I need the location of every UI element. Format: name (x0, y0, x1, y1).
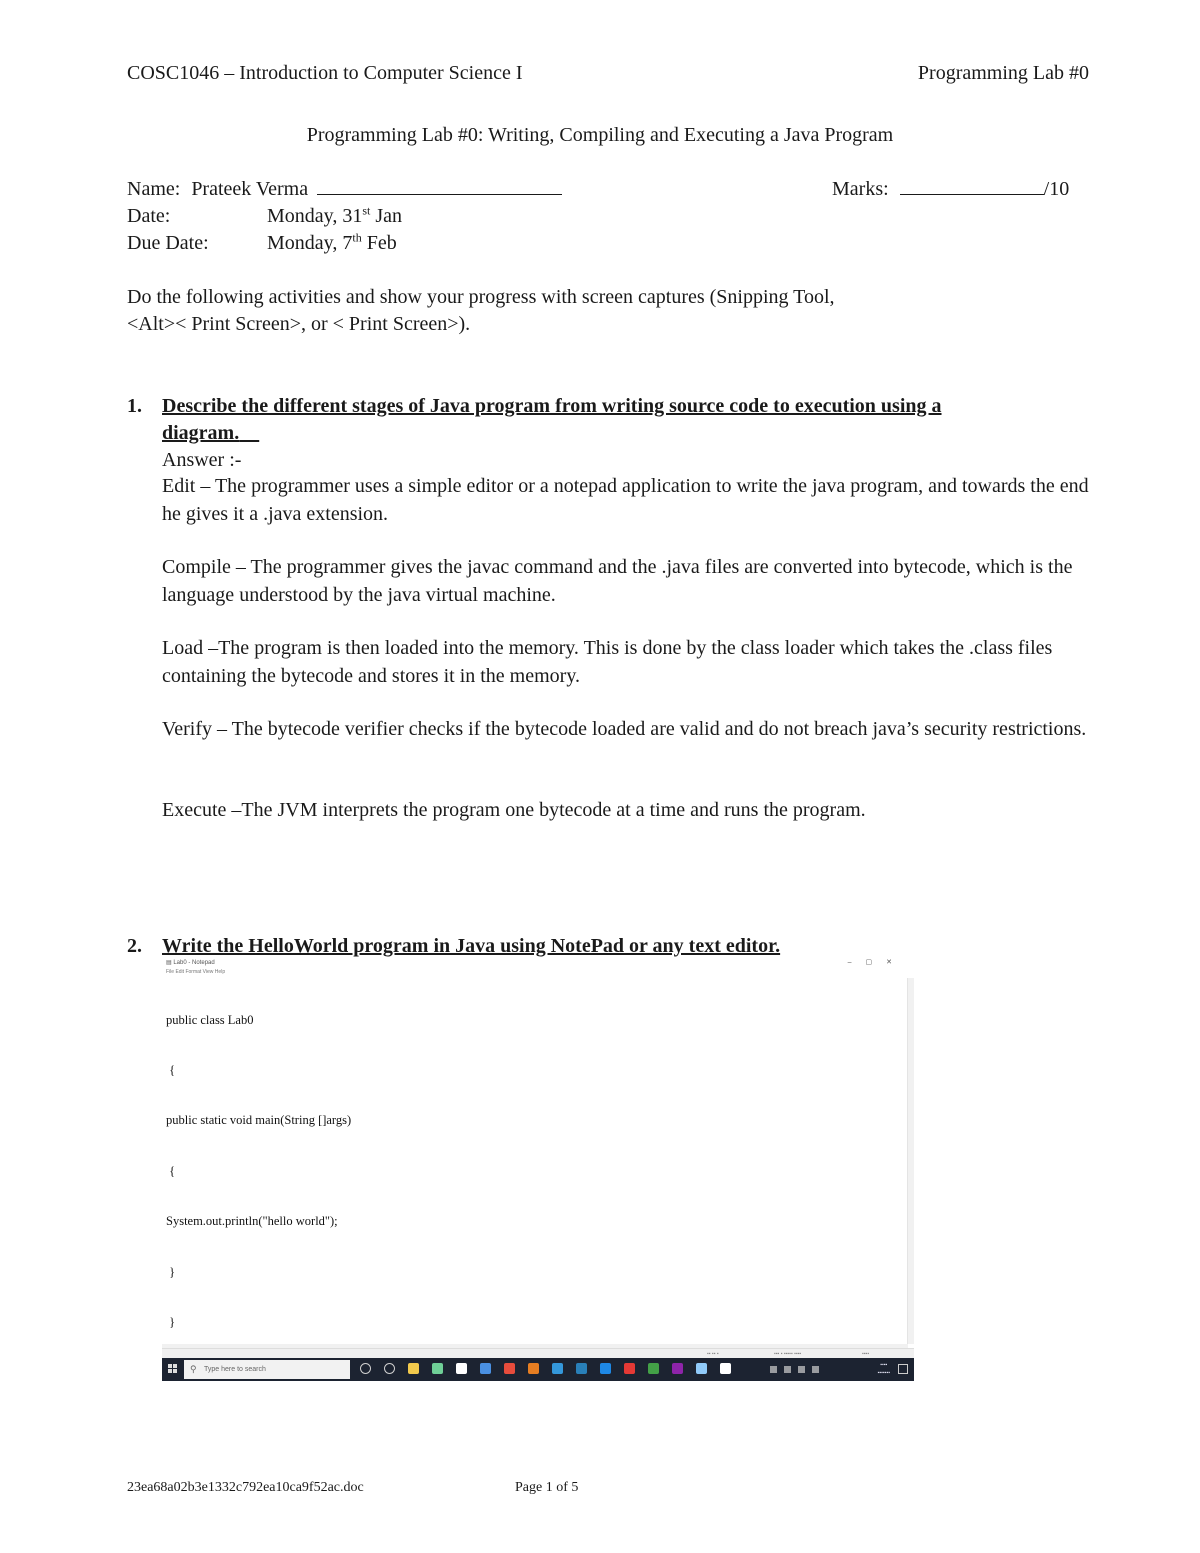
taskbar-app-icon (480, 1363, 491, 1374)
system-tray-icon (798, 1366, 805, 1373)
name-blank-line (317, 176, 562, 195)
date-value: Monday, 31st Jan (267, 203, 403, 227)
taskbar-search-input: ⚲ Type here to search (184, 1360, 350, 1379)
taskbar-app-icon (600, 1363, 611, 1374)
answer-execute: Execute –The JVM interprets the program one bytecode at a time and runs the program. (162, 799, 866, 821)
answer-label: Answer :- (162, 449, 242, 471)
code-line: } (166, 1264, 176, 1279)
taskbar-app-icon (552, 1363, 563, 1374)
taskbar-app-icon (696, 1363, 707, 1374)
windows-taskbar (162, 1358, 914, 1381)
taskbar-app-icon (672, 1363, 683, 1374)
answer-load: Load –The program is then loaded into the memory. This is done by the class loader which takes the .class files containing the bytecode and stores it in the memory. (162, 637, 1053, 687)
taskbar-app-icon (408, 1363, 419, 1374)
code-line: } (166, 1314, 176, 1329)
footer-filename: 23ea68a02b3e1332c792ea10ca9f52ac.doc (127, 1480, 364, 1495)
intro-line-1: Do the following activities and show your progress with screen captures (Snipping Tool, (127, 286, 835, 308)
code-editor (166, 978, 906, 1364)
vertical-scrollbar (907, 978, 914, 1344)
window-controls-icon: –▢✕ (847, 959, 906, 966)
due-date-value: Monday, 7th Feb (267, 230, 397, 254)
search-icon: ⚲ (190, 1364, 197, 1374)
taskbar-app-icon (384, 1363, 395, 1374)
code-line: { (166, 1163, 176, 1178)
notification-icon (898, 1364, 908, 1374)
windows-start-icon (168, 1364, 178, 1374)
answer-compile: Compile – The programmer gives the javac command and the .java files are converted into bytecode, which is the language understood by the java virtual machine. (162, 556, 1073, 606)
notepad-statusbar: ▪▪ ▪▪ ▪ ▪▪▪ ▪ ▪▪▪▪▪ ▪▪▪▪ ▪▪▪▪ (162, 1348, 914, 1359)
taskbar-app-icon (528, 1363, 539, 1374)
taskbar-app-icon (648, 1363, 659, 1374)
question-1-number: 1. (127, 395, 142, 417)
due-date-label: Due Date: (127, 232, 209, 254)
marks-blank-line (900, 176, 1044, 195)
taskbar-app-icon (720, 1363, 731, 1374)
name-label: Name: (127, 178, 181, 200)
code-line: public class Lab0 (166, 1012, 254, 1027)
notepad-screenshot (162, 958, 914, 1381)
code-line: public static void main(String []args) (166, 1113, 352, 1128)
marks-total: /10 (1043, 178, 1070, 200)
marks-label: Marks: (832, 178, 889, 200)
notepad-icon: ▤ (166, 960, 172, 966)
notepad-menubar: File Edit Format View Help (166, 969, 226, 975)
intro-line-2: <Alt>< Print Screen>, or < Print Screen>). (127, 313, 471, 335)
marks-row (832, 176, 1069, 202)
taskbar-app-icon (456, 1363, 467, 1374)
document-title: Programming Lab #0: Writing, Compiling and Executing a Java Program (306, 124, 894, 146)
footer-page-number: Page 1 of 5 (515, 1480, 579, 1495)
question-1-line-1: Describe the different stages of Java program from writing source code to execution using a (162, 395, 942, 417)
taskbar-app-icon (432, 1363, 443, 1374)
question-2-text: Write the HelloWorld program in Java using NotePad or any text editor. (162, 935, 781, 957)
answer-edit: Edit – The programmer uses a simple editor or a notepad application to write the java program, and towards the end he gives it a .java extension. (162, 475, 1089, 525)
taskbar-app-icon (576, 1363, 587, 1374)
lab-header: Programming Lab #0 (917, 62, 1089, 84)
system-tray-icon (812, 1366, 819, 1373)
name-row (127, 176, 562, 202)
taskbar-clock: ▪▪▪▪ ▪▪▪▪▪▪▪ (877, 1362, 890, 1376)
question-1-line-2: diagram. (162, 422, 240, 444)
taskbar-app-icon (624, 1363, 635, 1374)
taskbar-app-icon (360, 1363, 371, 1374)
code-line: { (166, 1062, 176, 1077)
code-line: System.out.println("hello world"); (166, 1214, 338, 1229)
answer-verify: Verify – The bytecode verifier checks if the bytecode loaded are valid and do not breach java’s security restrictions. (162, 718, 1087, 740)
notepad-titlebar (162, 958, 914, 968)
notepad-title: Lab0 - Notepad (173, 960, 215, 966)
date-label: Date: (127, 205, 171, 227)
name-value: Prateek Verma (191, 178, 309, 200)
question-2-number: 2. (127, 935, 142, 957)
course-header: COSC1046 – Introduction to Computer Science I (127, 62, 523, 84)
taskbar-app-icon (504, 1363, 515, 1374)
system-tray-icon (770, 1366, 777, 1373)
system-tray-icon (784, 1366, 791, 1373)
